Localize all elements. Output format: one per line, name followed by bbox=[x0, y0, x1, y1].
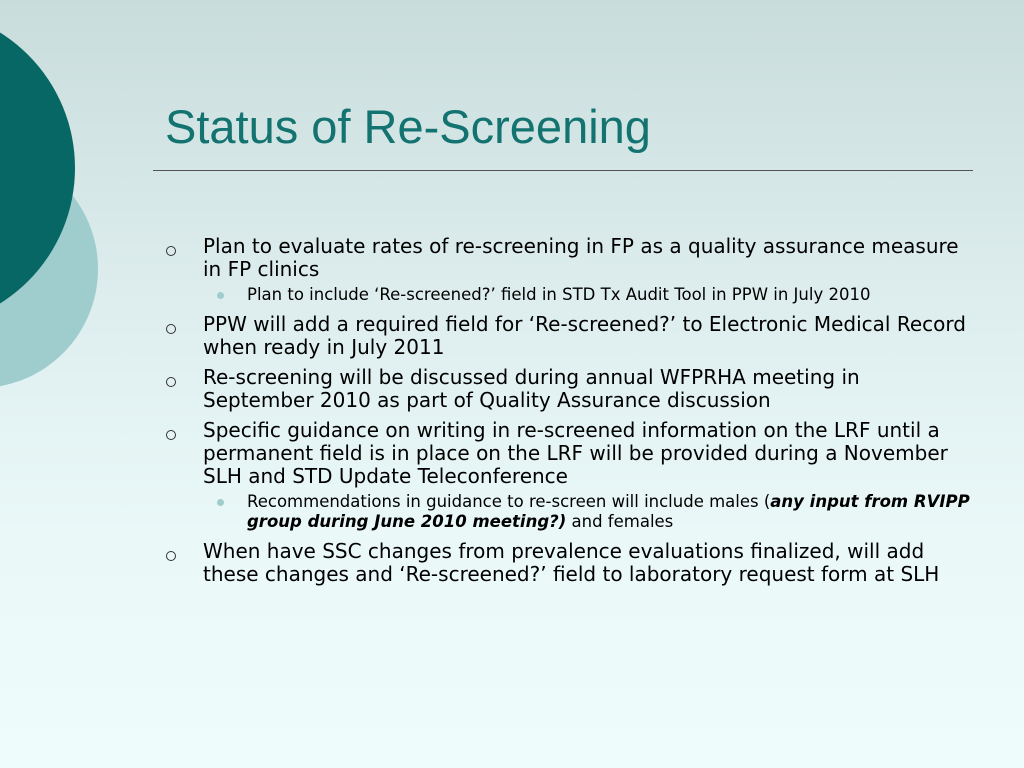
sub-bullet-emphasis: any input from RVIPP group during June 2010 meeting?) bbox=[247, 491, 970, 531]
bullet-item bbox=[160, 419, 970, 533]
hollow-circle-bullet-icon bbox=[166, 246, 176, 256]
slide-title: Status of Re-Screening bbox=[165, 100, 651, 153]
bullet-text: PPW will add a required field for ‘Re-screened?’ to Electronic Medical Record when ready in July 2011 bbox=[203, 311, 966, 359]
sub-bullet-item bbox=[203, 285, 970, 306]
sub-bullet-text-after: and females bbox=[566, 512, 674, 531]
sub-bullet-text-before: Recommendations in guidance to re-screen will include males ( bbox=[247, 491, 771, 511]
hollow-circle-bullet-icon bbox=[166, 551, 176, 561]
sub-bullet-text: Plan to include ‘Re-screened?’ field in STD Tx Audit Tool in PPW in July 2010 bbox=[247, 285, 871, 304]
bullet-text: Plan to evaluate rates of re-screening in FP as a quality assurance measure in FP clinics bbox=[203, 234, 959, 281]
hollow-circle-bullet-icon bbox=[166, 430, 176, 440]
bullet-item bbox=[160, 313, 970, 359]
bullet-text: When have SSC changes from prevalence evaluations finalized, will add these changes and ‘Re-screened?’ field to laboratory request form at SLH bbox=[203, 538, 940, 586]
bullet-item bbox=[160, 366, 970, 412]
bullet-list bbox=[160, 235, 970, 593]
bullet-item bbox=[160, 235, 970, 306]
sub-bullet-list bbox=[203, 492, 970, 533]
bullet-text: Specific guidance on writing in re-screened information on the LRF until a permanent field is in place on the LRF will be provided during a November SLH and STD Update Teleconference bbox=[203, 417, 948, 488]
title-divider bbox=[153, 170, 973, 171]
sub-bullet-item bbox=[203, 492, 970, 533]
filled-dot-bullet-icon bbox=[217, 499, 224, 506]
hollow-circle-bullet-icon bbox=[166, 377, 176, 387]
bullet-text: Re-screening will be discussed during annual WFPRHA meeting in September 2010 as part of Quality Assurance discussion bbox=[203, 364, 860, 412]
sub-bullet-list bbox=[203, 285, 970, 306]
bullet-item bbox=[160, 540, 970, 586]
hollow-circle-bullet-icon bbox=[166, 324, 176, 334]
filled-dot-bullet-icon bbox=[217, 292, 224, 299]
